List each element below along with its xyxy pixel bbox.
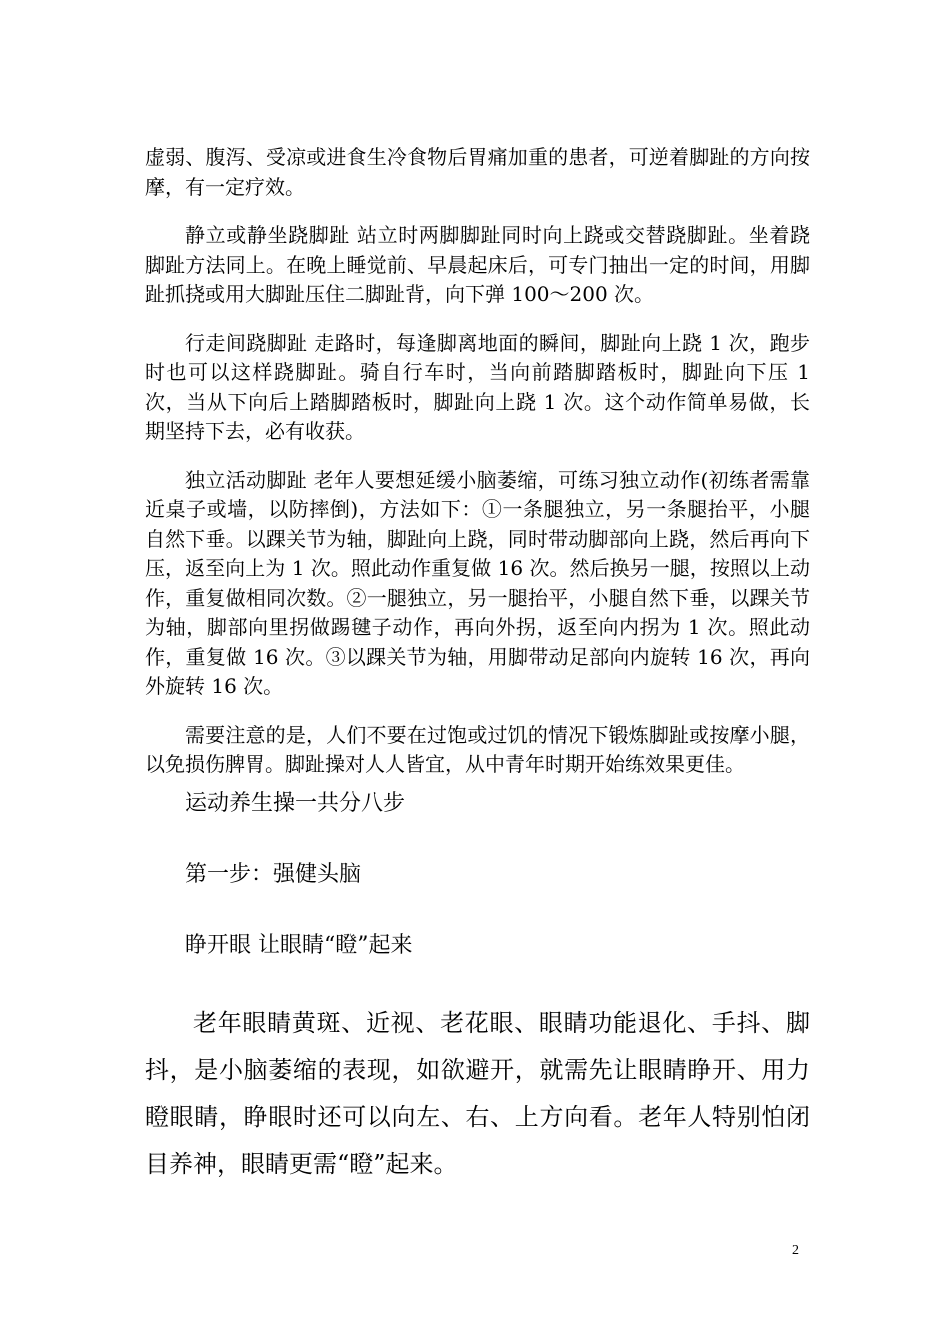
body-text <box>145 143 810 799</box>
paragraph-4: 独立活动脚趾 老年人要想延缓小脑萎缩，可练习独立动作(初练者需靠近桌子或墙，以防摔倒)，方法如下：①一条腿独立，另一条腿抬平，小腿自然下垂。以踝关节为轴，脚趾向上跷，同时带动脚部向上跷，然后再向下压，返至向上为 1 次。照此动作重复做 16 次。然后换另一腿，按照以上动作，重复做相同次数。②一腿独立，另一腿抬平，小腿自然下垂，以踝关节为轴，脚部向里拐做踢毽子动作，再向外拐，返至向内拐为 1 次。照此动作，重复做 16 次。③以踝关节为轴，用脚带动足部向内旋转 16 次，再向外旋转 16 次。 <box>145 467 810 698</box>
paragraph-5: 需要注意的是，人们不要在过饱或过饥的情况下锻炼脚趾或按摩小腿，以免损伤脾胃。脚趾操对人人皆宜，从中青年时期开始练效果更佳。 <box>145 722 810 776</box>
heading-2-block <box>145 857 810 888</box>
heading-3-block <box>145 928 810 959</box>
page-number: 2 <box>792 1243 799 1258</box>
heading-1: 运动养生操一共分八步 <box>185 791 406 816</box>
paragraph-2: 静立或静坐跷脚趾 站立时两脚脚趾同时向上跷或交替跷脚趾。坐着跷脚趾方法同上。在晚上睡觉前、早晨起床后，可专门抽出一定的时间，用脚趾抓挠或用大脚趾压住二脚趾背，向下弹 100～200 次。 <box>145 223 810 306</box>
final-paragraph: 老年眼睛黄斑、近视、老花眼、眼睛功能退化、手抖、脚抖，是小脑萎缩的表现，如欲避开，就需先让眼睛睁开、用力瞪眼睛，睁眼时还可以向左、右、上方向看。老年人特别怕闭目养神，眼睛更需“瞪”起来。 <box>145 1009 810 1178</box>
paragraph-3: 行走间跷脚趾 走路时，每逢脚离地面的瞬间，脚趾向上跷 1 次，跑步时也可以这样跷脚趾。骑自行车时，当向前踏脚踏板时，脚趾向下压 1 次，当从下向后上踏脚踏板时，脚趾向上跷 1 次。这个动作简单易做，长期坚持下去，必有收获。 <box>145 330 810 443</box>
heading-2: 第一步：强健头脑 <box>185 862 362 887</box>
heading-3: 睁开眼 让眼睛“瞪”起来 <box>185 933 413 958</box>
paragraph-1: 虚弱、腹泻、受凉或进食生冷食物后胃痛加重的患者，可逆着脚趾的方向按摩，有一定疗效。 <box>145 145 810 199</box>
heading-1-block <box>145 786 810 817</box>
